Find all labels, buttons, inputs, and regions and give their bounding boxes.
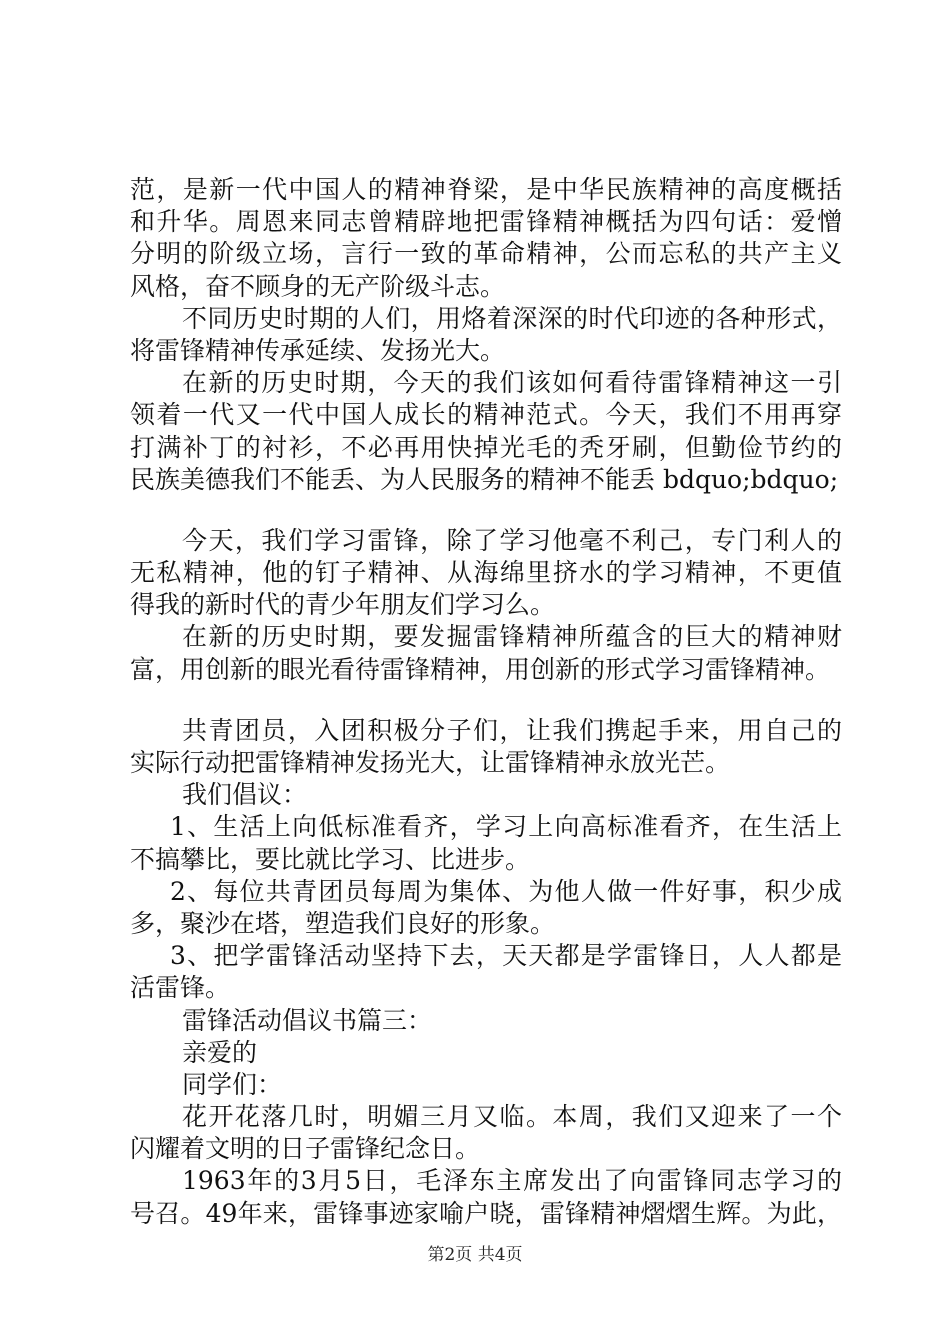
page-footer: 第2页 共4页 xyxy=(427,1245,523,1265)
text-line: 1963年的3月5日，毛泽东主席发出了向雷锋同志学习的 xyxy=(182,1166,842,1196)
text-line: 不搞攀比，要比就比学习、比进步。 xyxy=(130,844,531,874)
text-line: 无私精神，他的钉子精神、从海绵里挤水的学习精神，不更值 xyxy=(130,558,842,588)
text-line: 3、把学雷锋活动坚持下去，天天都是学雷锋日，人人都是 xyxy=(170,941,842,971)
text-line: 2、每位共青团员每周为集体、为他人做一件好事，积少成 xyxy=(170,876,842,906)
text-line: 雷锋活动倡议书篇三： xyxy=(182,1005,433,1035)
text-line: 范，是新一代中国人的精神脊梁，是中华民族精神的高度概括 xyxy=(130,175,842,204)
text-line: 打满补丁的衬衫，不必再用快掉光毛的秃牙刷，但勤俭节约的 xyxy=(130,432,842,462)
text-line: 活雷锋。 xyxy=(130,973,231,1003)
text-line: 分明的阶级立场，言行一致的革命精神，公而忘私的共产主义 xyxy=(130,239,842,269)
text-line: 风格，奋不顾身的无产阶级斗志。 xyxy=(130,271,506,301)
text-line: 闪耀着文明的日子雷锋纪念日。 xyxy=(130,1134,481,1164)
text-line: 亲爱的 xyxy=(182,1037,258,1067)
text-line: 多，聚沙在塔，塑造我们良好的形象。 xyxy=(130,908,556,938)
text-line: 得我的新时代的青少年朋友们学习么。 xyxy=(130,590,556,620)
text-line: 富，用创新的眼光看待雷锋精神，用创新的形式学习雷锋精神。 xyxy=(130,654,831,684)
text-line: 今天，我们学习雷锋，除了学习他毫不利己，专门利人的 xyxy=(182,525,842,555)
paragraph-gap xyxy=(130,686,842,715)
text-line: 在新的历史时期，今天的我们该如何看待雷锋精神这一引 xyxy=(182,368,842,398)
document-body xyxy=(130,174,842,1230)
text-line: 同学们： xyxy=(182,1069,283,1099)
text-line: 民族美德我们不能丢、为人民服务的精神不能丢 bdquo;bdquo; xyxy=(130,464,839,494)
text-line: 和升华。周恩来同志曾精辟地把雷锋精神概括为四句话：爱憎 xyxy=(130,207,842,237)
text-line: 我们倡议： xyxy=(182,780,308,810)
text-line: 不同历史时期的人们，用烙着深深的时代印迹的各种形式， xyxy=(182,303,842,333)
text-line: 将雷锋精神传承延续、发扬光大。 xyxy=(130,335,506,365)
paragraph-gap xyxy=(130,496,842,525)
text-line: 花开花落几时，明媚三月又临。本周，我们又迎来了一个 xyxy=(182,1102,842,1132)
text-line: 实际行动把雷锋精神发扬光大，让雷锋精神永放光芒。 xyxy=(130,748,731,777)
text-line: 领着一代又一代中国人成长的精神范式。今天，我们不用再穿 xyxy=(130,400,842,430)
text-line: 号召。49年来，雷锋事迹家喻户晓，雷锋精神熠熠生辉。为此， xyxy=(130,1198,842,1228)
text-line: 1、生活上向低标准看齐，学习上向高标准看齐，在生活上 xyxy=(170,812,842,842)
text-line: 在新的历史时期，要发掘雷锋精神所蕴含的巨大的精神财 xyxy=(182,622,842,652)
text-line: 共青团员，入团积极分子们，让我们携起手来，用自己的 xyxy=(182,715,842,745)
